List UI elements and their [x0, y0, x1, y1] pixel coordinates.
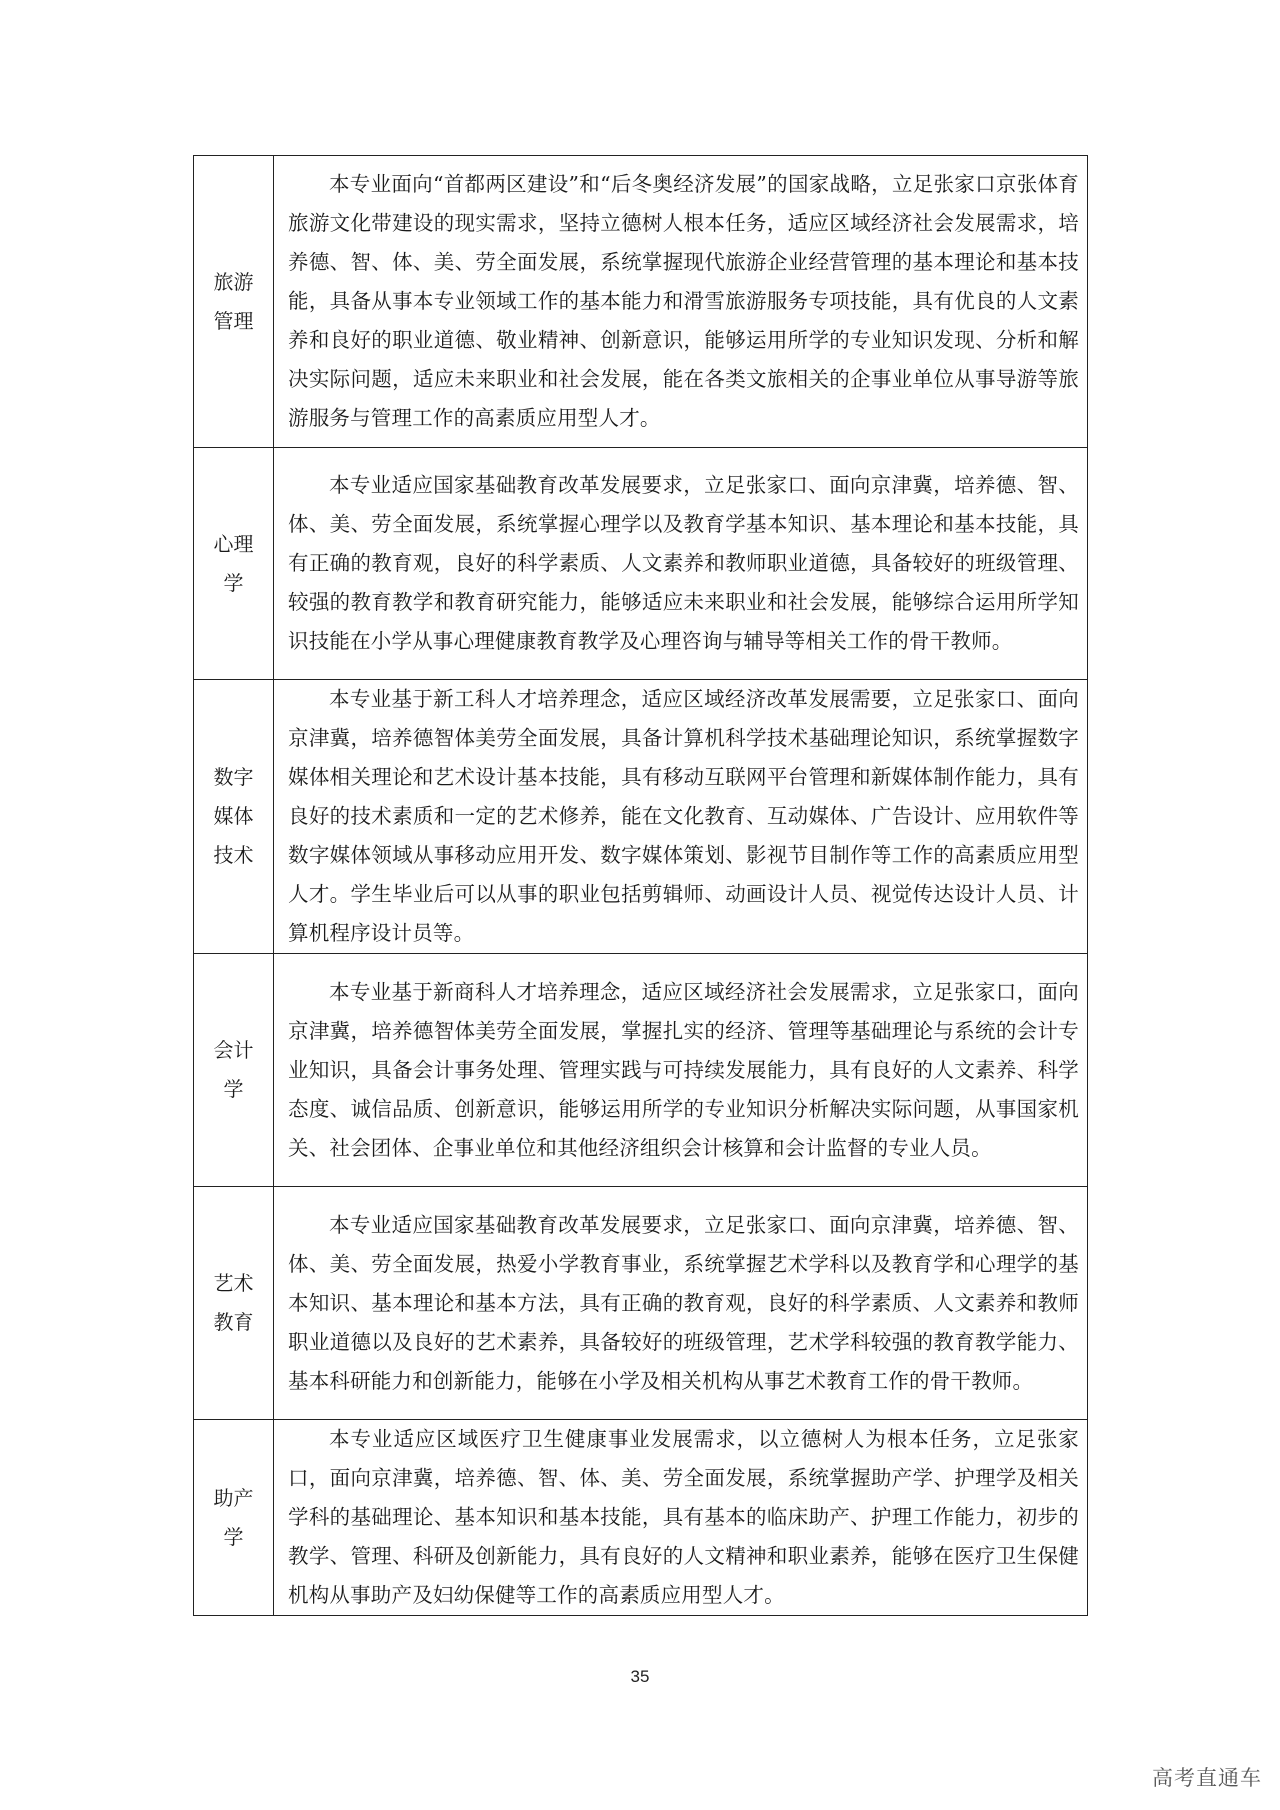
major-description: 本专业面向“首都两区建设”和“后冬奥经济发展”的国家战略，立足张家口京张体育旅游文化带建设的现实需求，坚持立德树人根本任务，适应区域经济社会发展需求，培养德、智、体、美、劳全面发展，系统掌握现代旅游企业经营管理的基本理论和基本技能，具备从事本专业领域工作的基本能力和滑雪旅游服务专项技能，具有优良的人文素养和良好的职业道德、敬业精神、创新意识，能够运用所学的专业知识发现、分析和解决实际问题，适应未来职业和社会发展，能在各类文旅相关的企事业单位从事导游等旅游服务与管理工作的高素质应用型人才。	[274, 156, 1088, 448]
major-description: 本专业适应国家基础教育改革发展要求，立足张家口、面向京津冀，培养德、智、体、美、劳全面发展，系统掌握心理学以及教育学基本知识、基本理论和基本技能，具有正确的教育观，良好的科学素质、人文素养和教师职业道德，具备较好的班级管理、较强的教育教学和教育研究能力，能够适应未来职业和社会发展，能够综合运用所学知识技能在小学从事心理健康教育教学及心理咨询与辅导等相关工作的骨干教师。	[274, 448, 1088, 680]
table-row	[194, 954, 1088, 1187]
major-name: 会计 学	[213, 1038, 254, 1101]
table-row	[194, 1420, 1088, 1616]
major-name: 数字 媒体 技术	[213, 765, 254, 867]
major-name: 心理 学	[213, 531, 254, 595]
majors-table	[193, 155, 1088, 1616]
major-description: 本专业适应区域医疗卫生健康事业发展需求，以立德树人为根本任务，立足张家口，面向京津冀，培养德、智、体、美、劳全面发展，系统掌握助产学、护理学及相关学科的基础理论、基本知识和基本技能，具有基本的临床助产、护理工作能力，初步的教学、管理、科研及创新能力，具有良好的人文精神和职业素养，能够在医疗卫生保健机构从事助产及妇幼保健等工作的高素质应用型人才。	[274, 1420, 1088, 1616]
watermark: 高考直通车	[1152, 1766, 1262, 1790]
major-name-cell	[194, 1420, 274, 1616]
major-name-cell	[194, 156, 274, 448]
table-row	[194, 680, 1088, 954]
major-name-cell	[194, 680, 274, 954]
major-name: 旅游 管理	[213, 269, 254, 333]
major-name: 助产 学	[213, 1485, 254, 1549]
table-row	[194, 448, 1088, 680]
major-name-cell	[194, 1187, 274, 1420]
major-name: 艺术 教育	[213, 1271, 254, 1334]
major-description: 本专业适应国家基础教育改革发展要求，立足张家口、面向京津冀，培养德、智、体、美、劳全面发展，热爱小学教育事业，系统掌握艺术学科以及教育学和心理学的基本知识、基本理论和基本方法，具有正确的教育观，良好的科学素质、人文素养和教师职业道德以及良好的艺术素养，具备较好的班级管理，艺术学科较强的教育教学能力、基本科研能力和创新能力，能够在小学及相关机构从事艺术教育工作的骨干教师。	[274, 1187, 1088, 1420]
page-number: 35	[630, 1667, 650, 1686]
major-description: 本专业基于新工科人才培养理念，适应区域经济改革发展需要，立足张家口、面向京津冀，培养德智体美劳全面发展，具备计算机科学技术基础理论知识，系统掌握数字媒体相关理论和艺术设计基本技能，具有移动互联网平台管理和新媒体制作能力，具有良好的技术素质和一定的艺术修养，能在文化教育、互动媒体、广告设计、应用软件等数字媒体领域从事移动应用开发、数字媒体策划、影视节目制作等工作的高素质应用型人才。学生毕业后可以从事的职业包括剪辑师、动画设计人员、视觉传达设计人员、计算机程序设计员等。	[274, 680, 1088, 954]
major-name-cell	[194, 448, 274, 680]
table-row	[194, 1187, 1088, 1420]
table-row	[194, 156, 1088, 448]
major-name-cell	[194, 954, 274, 1187]
major-description: 本专业基于新商科人才培养理念，适应区域经济社会发展需求，立足张家口，面向京津冀，培养德智体美劳全面发展，掌握扎实的经济、管理等基础理论与系统的会计专业知识，具备会计事务处理、管理实践与可持续发展能力，具有良好的人文素养、科学态度、诚信品质、创新意识，能够运用所学的专业知识分析解决实际问题，从事国家机关、社会团体、企事业单位和其他经济组织会计核算和会计监督的专业人员。	[274, 954, 1088, 1187]
